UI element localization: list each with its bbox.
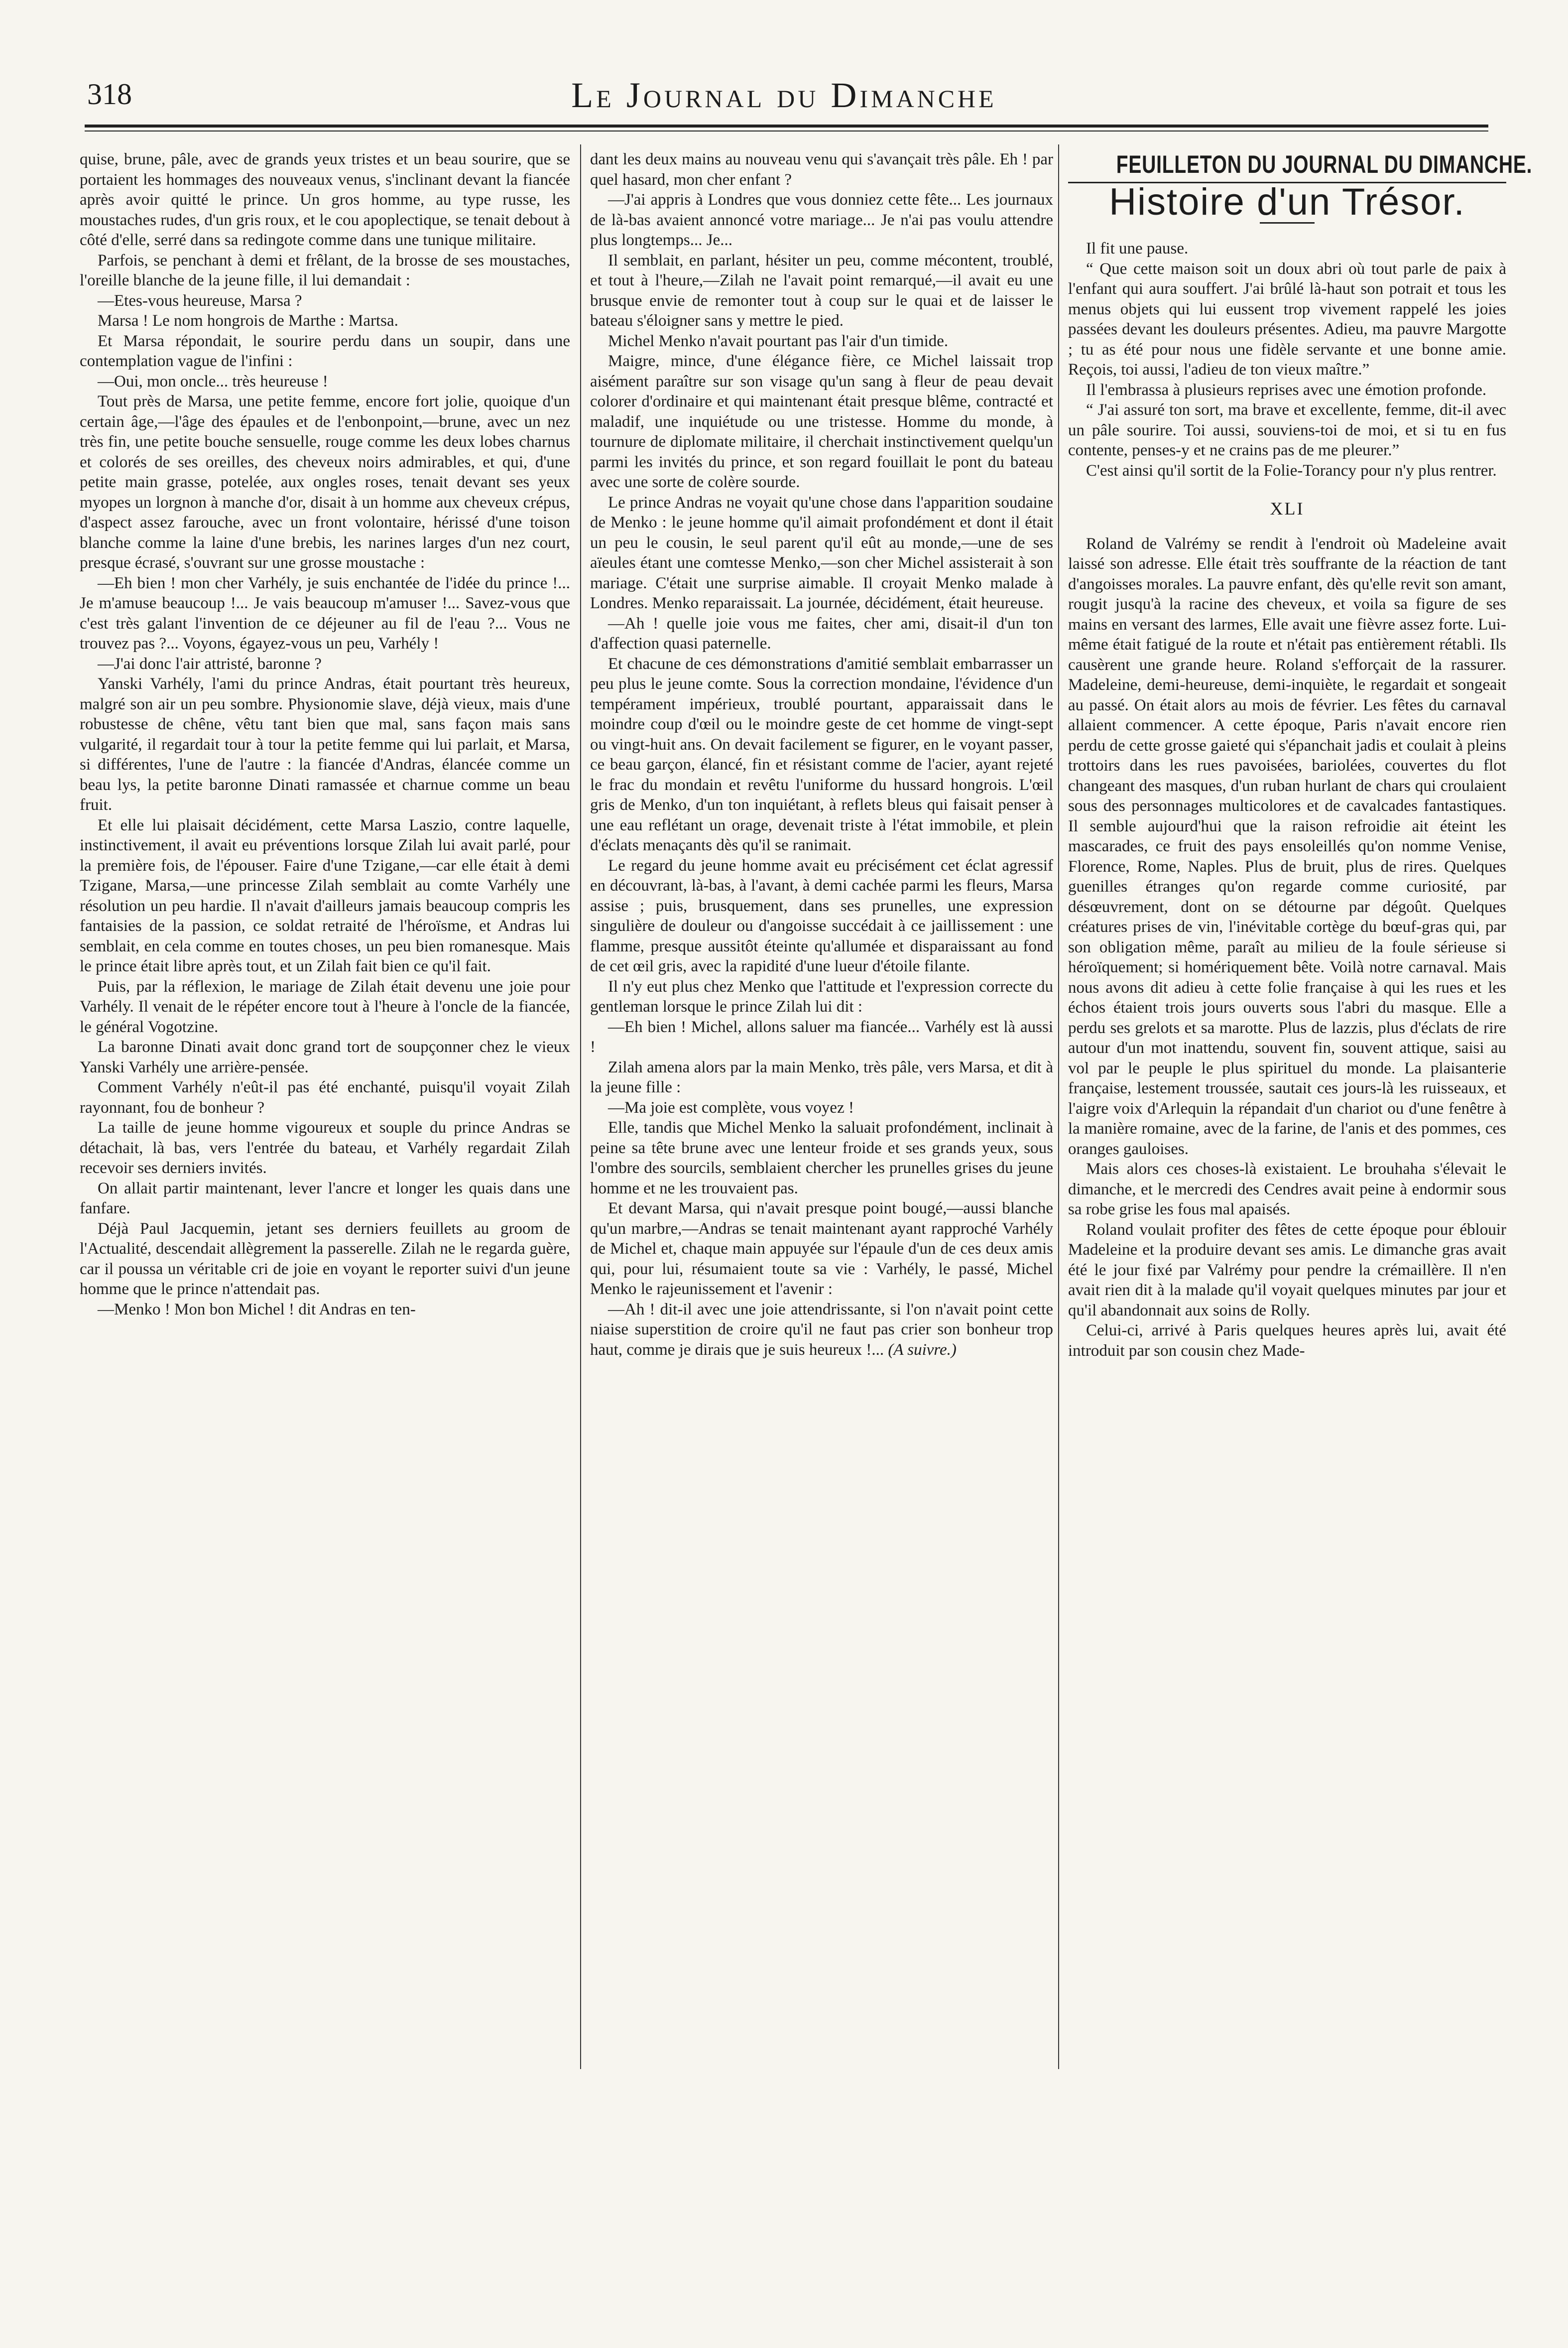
paragraph: —Eh bien ! Michel, allons saluer ma fiancée... Varhély est là aussi ! <box>590 1018 1053 1056</box>
paragraph: C'est ainsi qu'il sortit de la Folie-Torancy pour n'y plus rentrer. <box>1086 461 1497 480</box>
paragraph: Mais alors ces choses-là existaient. Le brouhaha s'élevait le dimanche, et le mercredi des Cendres avait peine à endormir sous sa robe grise les fous mal apaisés. <box>1068 1160 1506 1218</box>
paragraph: Marsa ! Le nom hongrois de Marthe : Martsa. <box>98 312 398 330</box>
paragraph: Roland de Valrémy se rendit à l'endroit où Madeleine avait laissé son adresse. Elle était très souffrante de la réaction de tant d'angoisses morales. La pauvre enfant, dès qu'elle revit son amant, rougit jusqu'à la racine des cheveux, et voila sa figure de ses mains en versant des larmes, Elle avait une fièvre assez forte. Lui-même était fatigué de la route et n'était pas entièrement rétabli. Ils causèrent une grande heure. Roland s'efforçait de la rassurer. Madeleine, demi-heureuse, demi-inquiète, le regardait et songeait au passé. On était alors au mois de février. Les fêtes du carnaval allaient commencer. A cette époque, Paris n'avait encore rien perdu de cette grosse gaieté qui s'épanchait jadis et coulait à pleins trottoirs dans les rues pavoisées, bariolées, couvertes du flot changeant des masques, d'un ruban hurlant de chars qui croulaient sous des personnages multicolores et de cavalcades fantastiques. Il semble aujourd'hui que la raison refroidie ait éteint les mascarades, ce fruit des pays ensoleillés qu'on nomme Venise, Florence, Rome, Naples. Plus de bruit, plus de rires. Quelques guenilles étranges qu'on regarde comme curiosité, par désœuvrement, dont on se détourne par dégoût. Quelques créatures prises de vin, l'inévitable cortège du bœuf-gras qui, par son obligation même, paraît au milieu de la foule sérieuse si héroïquement; si homériquement bête. Voilà notre carnaval. Mais nous avons dit adieu à cette folie française à qui les rues et les échos étaient trois jours ouverts sous l'abri du masque. Elle a perdu ses grelots et sa marotte. Plus de lazzis, plus d'éclats de rire autour d'un mot inattendu, souvent fin, souvent attique, saisi au vol par le peuple le plus spirituel du monde. La plaisanterie française, lestement troussée, sautait ces jours-là les ruisseaux, et l'aigre voix d'Arlequin la répandait d'un chariot ou d'une fenêtre à la manière romaine, avec de la farine, de l'anis et des pommes, ces oranges gauloises. <box>1068 534 1506 1158</box>
column-divider <box>1058 144 1059 2069</box>
paragraph: La taille de jeune homme vigoureux et souple du prince Andras se détachait, là bas, vers l'entrée du bateau, et Varhély regardait Zilah recevoir ses derniers invités. <box>80 1119 570 1177</box>
paragraph: Et elle lui plaisait décidément, cette Marsa Laszio, contre laquelle, instinctivement, il avait eu préventions lorsque Zilah lui avait parlé, pour la première fois, de l'épouser. Faire d'une Tzigane,—car elle était à demi Tzigane, Marsa,—une princesse Zilah semblait au comte Varhély une résolution un peu hardie. Il n'avait d'ailleurs jamais beaucoup compris les fantaisies de la passion, ce soldat retraité de l'héroïsme, et Andras lui semblait, en cela comme en toutes choses, un peu bien romanesque. Mais le prince était libre après tout, et un Zilah fait bien ce qu'il fait. <box>80 816 570 975</box>
paragraph: —Menko ! Mon bon Michel ! dit Andras en ten- <box>98 1300 416 1318</box>
paragraph: On allait partir maintenant, lever l'ancre et longer les quais dans une fanfare. <box>80 1179 570 1217</box>
paragraph: La baronne Dinati avait donc grand tort de soupçonner chez le vieux Yanski Varhély une arrière-pensée. <box>80 1038 570 1076</box>
page-number: 318 <box>87 78 132 111</box>
paragraph: Le prince Andras ne voyait qu'une chose dans l'apparition soudaine de Menko : le jeune homme qu'il aimait profondément et dont il était un peu le cousin, le seul parent qu'il eût au monde,—une de ses aïeules étant une comtesse Menko,—son cher Michel assisterait à son mariage. C'était une surprise aimable. Il croyait Menko malade à Londres. Menko reparaissait. La journée, décidément, était heureuse. <box>590 493 1053 612</box>
paragraph: dant les deux mains au nouveau venu qui s'avançait très pâle. Eh ! par quel hasard, mon cher enfant ? <box>590 150 1053 189</box>
paragraph: Et devant Marsa, qui n'avait presque point bougé,—aussi blanche qu'un marbre,—Andras se tenait maintenant ayant rapproché Varhély de Michel et, chaque main appuyée sur l'épaule d'un de ces deux amis qui, pour lui, résumaient toute sa vie : Varhély, le passé, Michel Menko le rajeunissement et l'avenir : <box>590 1199 1053 1298</box>
paragraph: —Eh bien ! mon cher Varhély, je suis enchantée de l'idée du prince !... Je m'amuse beaucoup !... Je vais beaucoup m'amuser !... Savez-vous que c'est très galant l'invention de ce déjeuner au fil de l'eau ?... Vous ne trouvez pas ?... Voyons, égayez-vous un peu, Varhély ! <box>80 574 570 652</box>
chapter-number: XLI <box>1270 499 1305 519</box>
column-middle <box>590 149 1053 1360</box>
header-rule-thin <box>85 130 1488 131</box>
to-be-continued: (A suivre.) <box>888 1340 957 1359</box>
feuilleton-heading: FEUILLETON DU JOURNAL DU DIMANCHE. <box>1116 150 1533 178</box>
column-feuilleton <box>1068 149 1533 1361</box>
paragraph: Elle, tandis que Michel Menko la saluait profondément, inclinait à peine sa tête brune avec une lenteur froide et ses grands yeux, sous l'ombre des sourcils, semblaient chercher les prunelles grises du jeune homme et ne les trouvaient pas. <box>590 1119 1053 1197</box>
paragraph: Michel Menko n'avait pourtant pas l'air d'un timide. <box>608 332 949 350</box>
column-left <box>80 149 570 1319</box>
paragraph: “ Que cette maison soit un doux abri où tout parle de paix à l'enfant qui aura souffert. J'ai brûlé là-haut son potrait et tous les menus objets qui lui eussent trop vivement rappelé les joies passées devant les douleurs présentes. Adieu, ma pauvre Margotte ; tu as été pour nous une fidèle servante et une bonne amie. Reçois, toi aussi, l'adieu de ton vieux maître.” <box>1068 260 1506 379</box>
paragraph: Yanski Varhély, l'ami du prince Andras, était pourtant très heureux, malgré son air un peu sombre. Physionomie slave, déjà vieux, mais d'une robustesse de chêne, vêtu tant bien que mal, sans façon mais sans vulgarité, il regardait tour à tour la petite femme qui lui parlait, et Marsa, si différentes, l'une de l'autre : la fiancée d'Andras, élancée comme un beau lys, la petite baronne Dinati ramassée et charnue comme un beau fruit. <box>80 675 570 814</box>
paragraph: —Ma joie est complète, vous voyez ! <box>608 1098 854 1117</box>
paragraph: Et chacune de ces démonstrations d'amitié semblait embarrasser un peu plus le jeune comte. Sous la correction mondaine, l'évidence d'un tempérament impérieux, troublé pourtant, apparaissait dans le moindre coup d'œil ou le moindre geste de cet homme de vingt-sept ou vingt-huit ans. On devait facilement se figurer, en le voyant passer, ce beau garçon, élancé, fin et résistant comme de l'acier, ayant rejeté le frac du mondain et revêtu l'uniforme du hussard hongrois. L'œil gris de Menko, d'un ton inquiétant, à reflets bleus qui faisait penser à une eau reflétant un orage, devenait triste à l'état immobile, et plein d'éclats menaçants dès qu'il se ranimait. <box>590 654 1053 854</box>
paragraph: Il fit une pause. <box>1086 240 1189 258</box>
paragraph: Tout près de Marsa, une petite femme, encore fort jolie, quoique d'un certain âge,—l'âge des épaules et de l'enbonpoint,—brune, avec un nez très fin, une petite bouche sensuelle, rouge comme les deux lobes charnus et colorés de ses oreilles, des cheveux noirs admirables, et qui, d'une petite main grasse, potelée, aux ongles roses, tenait devant ses yeux myopes un lorgnon à manche d'or, disait à un homme aux cheveux crépus, d'aspect assez farouche, avec un front volontaire, hérissé d'une toison blanche comme la laine d'une brebis, les narines larges d'un nez court, presque écrasé, s'ouvrant sur une grosse moustache : <box>80 392 570 572</box>
paragraph <box>590 1300 1053 1360</box>
paragraph: Zilah amena alors par la main Menko, très pâle, vers Marsa, et dit à la jeune fille : <box>590 1058 1053 1096</box>
paragraph: quise, brune, pâle, avec de grands yeux tristes et un beau sourire, que se portaient les hommages des nouveaux venus, s'inclinant devant la fiancée après avoir quitté le prince. Un gros homme, au type russe, les moustaches rudes, d'un gris roux, et le cou apoplectique, se tenait debout à côté d'elle, serré dans sa redingote comme dans une tunique militaire. <box>80 150 570 249</box>
paragraph: Puis, par la réflexion, le mariage de Zilah était devenu une joie pour Varhély. Il venait de le répéter encore tout à l'heure à l'oncle de la fiancée, le général Vogotzine. <box>80 977 570 1036</box>
paragraph: —Etes-vous heureuse, Marsa ? <box>98 291 302 310</box>
paragraph: Il semblait, en parlant, hésiter un peu, comme mécontent, troublé, et tout à l'heure,—Zilah ne l'avait point remarqué,—il avait eu une brusque envie de remonter tout à coup sur le quai et de laisser le bateau s'éloigner sans y mettre le pied. <box>590 251 1053 330</box>
header-rule <box>85 125 1488 128</box>
paragraph: “ J'ai assuré ton sort, ma brave et excellente, femme, dit-il avec un pâle sourire. Toi aussi, souviens-toi de moi, et si tu en fus contente, penses-y et ne crains pas de me pleurer.” <box>1068 401 1506 459</box>
paragraph: Parfois, se penchant à demi et frêlant, de la brosse de ses moustaches, l'oreille blanche de la jeune fille, il lui demandait : <box>80 251 570 289</box>
paragraph: —Ah ! quelle joie vous me faites, cher ami, disait-il d'un ton d'affection quasi paternelle. <box>590 614 1053 652</box>
paragraph: Il l'embrassa à plusieurs reprises avec une émotion profonde. <box>1086 381 1487 399</box>
masthead: Le Journal du Dimanche <box>571 75 997 115</box>
paragraph: Maigre, mince, d'une élégance fière, ce Michel laissait trop aisément paraître sur son visage qu'un sang à fleur de peau devait colorer d'ordinaire et qui maintenant était presque blême, contracté et maladif, une inquiétude ou une tristesse. Homme du monde, à tournure de diplomate militaire, il cherchait instinctivement quelqu'un parmi les invités du prince, et son regard fouillait le pont du bateau avec une sorte de colère sourde. <box>590 352 1053 491</box>
paragraph: —Oui, mon oncle... très heureuse ! <box>98 372 328 391</box>
paragraph: Celui-ci, arrivé à Paris quelques heures après lui, avait été introduit par son cousin chez Made- <box>1068 1321 1506 1360</box>
paragraph: —J'ai appris à Londres que vous donniez cette fête... Les journaux de là-bas avaient annoncé votre mariage... Je n'ai pas voulu attendre plus longtemps... Je... <box>590 191 1053 249</box>
feuilleton-text-part1 <box>1068 239 1506 481</box>
paragraph: Le regard du jeune homme avait eu précisément cet éclat agressif en découvrant, là-bas, à l'avant, à demi cachée parmi les fleurs, Marsa assise ; puis, brusquement, dans ses prunelles, une expression singulière de douleur ou d'angoisse succédait à ce jaillissement : une flamme, presque aussitôt éteinte qu'allumée et disparaissant au fond de cet œil gris, avec la rapidité d'une lueur d'étoile filante. <box>590 856 1053 975</box>
story-title: Histoire d'un Trésor. <box>1109 180 1465 223</box>
paragraph-text: —Ah ! dit-il avec une joie attendrissante, si l'on n'avait point cette niaise superstition de croire qu'il ne faut pas crier son bonheur trop haut, comme je dirais que je suis heureux !... <box>590 1300 1053 1359</box>
paragraph: Roland voulait profiter des fêtes de cette époque pour éblouir Madeleine et la produire devant ses amis. Le dimanche gras avait été le jour fixé par Valrémy pour pendre la crémaillère. Il n'en avait rien dit à la malade qu'il voyait quelques minutes par jour et qu'il abandonnait aux soins de Rolly. <box>1068 1220 1506 1319</box>
paragraph: Déjà Paul Jacquemin, jetant ses derniers feuillets au groom de l'Actualité, descendait allègrement la passerelle. Zilah ne le regarda guère, car il poussa un véritable cri de joie en voyant le reporter suivi d'un jeune homme que le prince n'attendait pas. <box>80 1219 570 1298</box>
paragraph: Et Marsa répondait, le sourire perdu dans un soupir, dans une contemplation vague de l'infini : <box>80 332 570 370</box>
paragraph: Il n'y eut plus chez Menko que l'attitude et l'expression correcte du gentleman lorsque le prince Zilah lui dit : <box>590 977 1053 1016</box>
feuilleton-text-part2 <box>1068 534 1506 1361</box>
paragraph: —J'ai donc l'air attristé, baronne ? <box>98 654 322 673</box>
column-divider <box>580 144 581 2069</box>
paragraph: Comment Varhély n'eût-il pas été enchanté, puisqu'il voyait Zilah rayonnant, fou de bonheur ? <box>80 1078 570 1117</box>
